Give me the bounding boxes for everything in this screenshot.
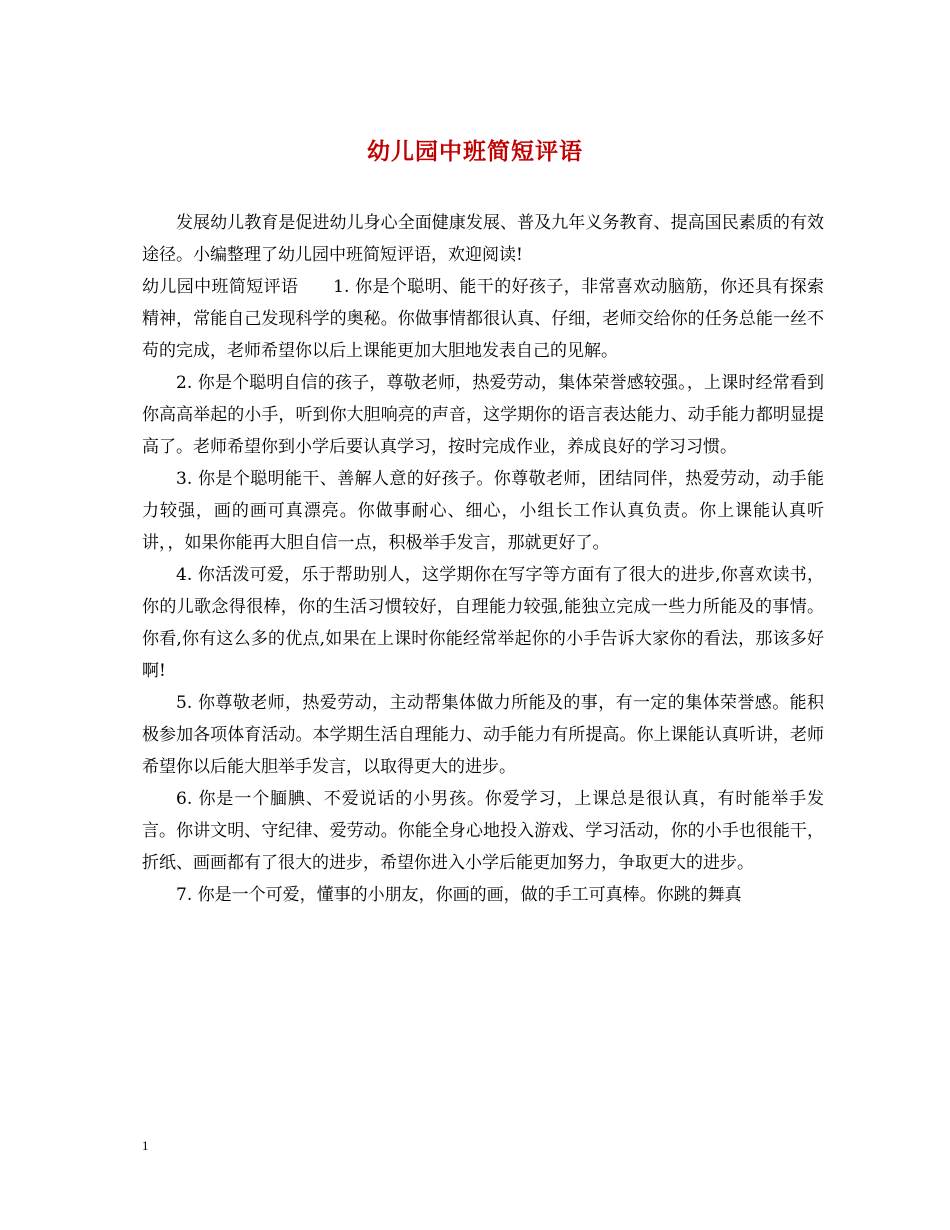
comment-paragraph-6: 6. 你是一个腼腆、不爱说话的小男孩。你爱学习，上课总是很认真，有时能举手发言。你讲文明、守纪律、爱劳动。你能全身心地投入游戏、学习活动，你的小手也很能干，折纸、画画都有了很大的进步，希望你进入小学后能更加努力，争取更大的进步。 [142, 789, 824, 873]
comment-paragraph-1: 幼儿园中班简短评语 1. 你是个聪明、能干的好孩子，非常喜欢动脑筋，你还具有探索精神，常能自己发现科学的奥秘。你做事情都很认真、仔细，老师交给你的任务总能一丝不苟的完成，老师希望你以后上课能更加大胆地发表自己的见解。 [142, 277, 824, 361]
comment-paragraph-5: 5. 你尊敬老师，热爱劳动，主动帮集体做力所能及的事，有一定的集体荣誉感。能积极参加各项体育活动。本学期生活自理能力、动手能力有所提高。你上课能认真听讲，老师希望你以后能大胆举手发言，以取得更大的进步。 [142, 693, 824, 777]
intro-paragraph: 发展幼儿教育是促进幼儿身心全面健康发展、普及九年义务教育、提高国民素质的有效途径。小编整理了幼儿园中班简短评语，欢迎阅读! [142, 213, 824, 265]
comment-paragraph-7: 7. 你是一个可爱，懂事的小朋友，你画的画，做的手工可真棒。你跳的舞真 [176, 885, 742, 905]
comment-paragraph-2: 2. 你是个聪明自信的孩子，尊敬老师，热爱劳动，集体荣誉感较强。，上课时经常看到你高高举起的小手，听到你大胆响亮的声音，这学期你的语言表达能力、动手能力都明显提高了。老师希望你到小学后要认真学习，按时完成作业，养成良好的学习习惯。 [142, 373, 824, 457]
document-body [142, 207, 824, 911]
comment-paragraph-3: 3. 你是个聪明能干、善解人意的好孩子。你尊敬老师，团结同伴，热爱劳动，动手能力较强，画的画可真漂亮。你做事耐心、细心，小组长工作认真负责。你上课能认真听讲，，如果你能再大胆自信一点，积极举手发言，那就更好了。 [142, 469, 824, 553]
page-number: 1 [142, 1138, 149, 1153]
document-title: 幼儿园中班简短评语 [367, 138, 583, 165]
comment-paragraph-4: 4. 你活泼可爱，乐于帮助别人，这学期你在写字等方面有了很大的进步,你喜欢读书，你的儿歌念得很棒，你的生活习惯较好，自理能力较强,能独立完成一些力所能及的事情。你看,你有这么多的优点,如果在上课时你能经常举起你的小手告诉大家你的看法，那该多好啊! [142, 565, 824, 681]
